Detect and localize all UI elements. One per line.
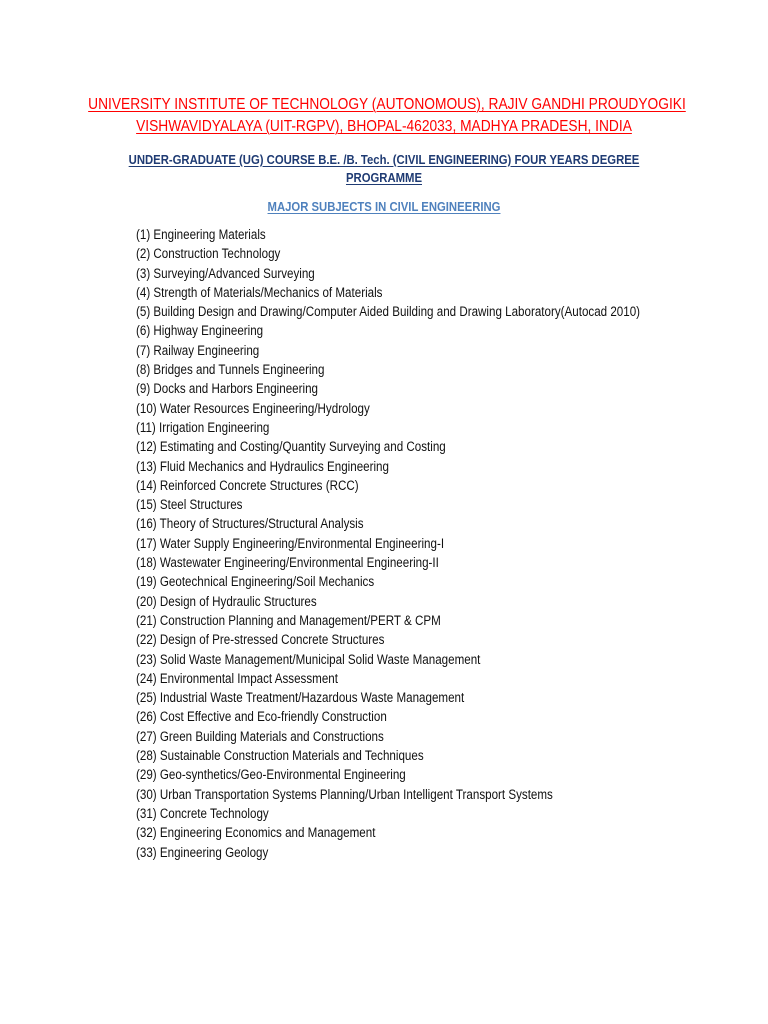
subject-item: (19) Geotechnical Engineering/Soil Mechanics: [136, 574, 375, 590]
course-subtitle-line-2: PROGRAMME: [345, 170, 423, 185]
subject-item: (30) Urban Transportation Systems Planning/Urban Intelligent Transport Systems: [136, 786, 553, 802]
subject-item: (18) Wastewater Engineering/Environmental Engineering-II: [136, 555, 439, 571]
section-heading: MAJOR SUBJECTS IN CIVIL ENGINEERING: [267, 199, 501, 214]
subject-item: (4) Strength of Materials/Mechanics of Materials: [136, 284, 383, 300]
subject-item: (10) Water Resources Engineering/Hydrology: [136, 400, 370, 416]
subject-item: (6) Highway Engineering: [136, 323, 264, 339]
subject-item: (25) Industrial Waste Treatment/Hazardous Waste Management: [136, 690, 465, 706]
subject-item: (7) Railway Engineering: [136, 342, 260, 358]
subject-item: (8) Bridges and Tunnels Engineering: [136, 362, 325, 378]
subject-item: (15) Steel Structures: [136, 497, 243, 513]
subject-item: (16) Theory of Structures/Structural Analysis: [136, 516, 364, 532]
subject-item: (1) Engineering Materials: [136, 227, 266, 242]
institute-title-line-2: VISHWAVIDYALAYA (UIT-RGPV), BHOPAL-462033, MADHYA PRADESH, INDIA: [136, 118, 632, 135]
subject-list: [136, 225, 722, 862]
subject-item: (13) Fluid Mechanics and Hydraulics Engineering: [136, 458, 389, 474]
subject-item: (23) Solid Waste Management/Municipal Solid Waste Management: [136, 651, 481, 667]
subject-item: (24) Environmental Impact Assessment: [136, 670, 338, 686]
subject-item: (11) Irrigation Engineering: [136, 419, 270, 435]
subject-item: (26) Cost Effective and Eco-friendly Construction: [136, 709, 387, 725]
subject-item: (29) Geo-synthetics/Geo-Environmental Engineering: [136, 767, 406, 783]
subject-item: (31) Concrete Technology: [136, 805, 269, 821]
subject-item: (27) Green Building Materials and Constructions: [136, 728, 384, 744]
subject-item: (32) Engineering Economics and Management: [136, 825, 376, 841]
subject-item: (21) Construction Planning and Management/PERT & CPM: [136, 612, 441, 628]
subject-item: (3) Surveying/Advanced Surveying: [136, 265, 315, 281]
subject-item: (28) Sustainable Construction Materials and Techniques: [136, 748, 424, 764]
subject-item: (5) Building Design and Drawing/Computer Aided Building and Drawing Laboratory(Autocad 2010): [136, 304, 641, 320]
subject-item: (12) Estimating and Costing/Quantity Surveying and Costing: [136, 439, 446, 455]
institute-title-line-1: UNIVERSITY INSTITUTE OF TECHNOLOGY (AUTONOMOUS), RAJIV GANDHI PROUDYOGIKI: [88, 96, 686, 113]
subject-item: (20) Design of Hydraulic Structures: [136, 593, 317, 609]
subject-item: (17) Water Supply Engineering/Environmental Engineering-I: [136, 535, 445, 551]
course-subtitle-line-1: UNDER-GRADUATE (UG) COURSE B.E. /B. Tech. (CIVIL ENGINEERING) FOUR YEARS DEGREE: [128, 152, 640, 167]
subject-item: (33) Engineering Geology: [136, 844, 269, 860]
subject-item: (22) Design of Pre-stressed Concrete Structures: [136, 632, 385, 648]
subject-item: (2) Construction Technology: [136, 246, 281, 262]
subject-item: (9) Docks and Harbors Engineering: [136, 381, 318, 397]
subject-item: (14) Reinforced Concrete Structures (RCC): [136, 477, 359, 493]
